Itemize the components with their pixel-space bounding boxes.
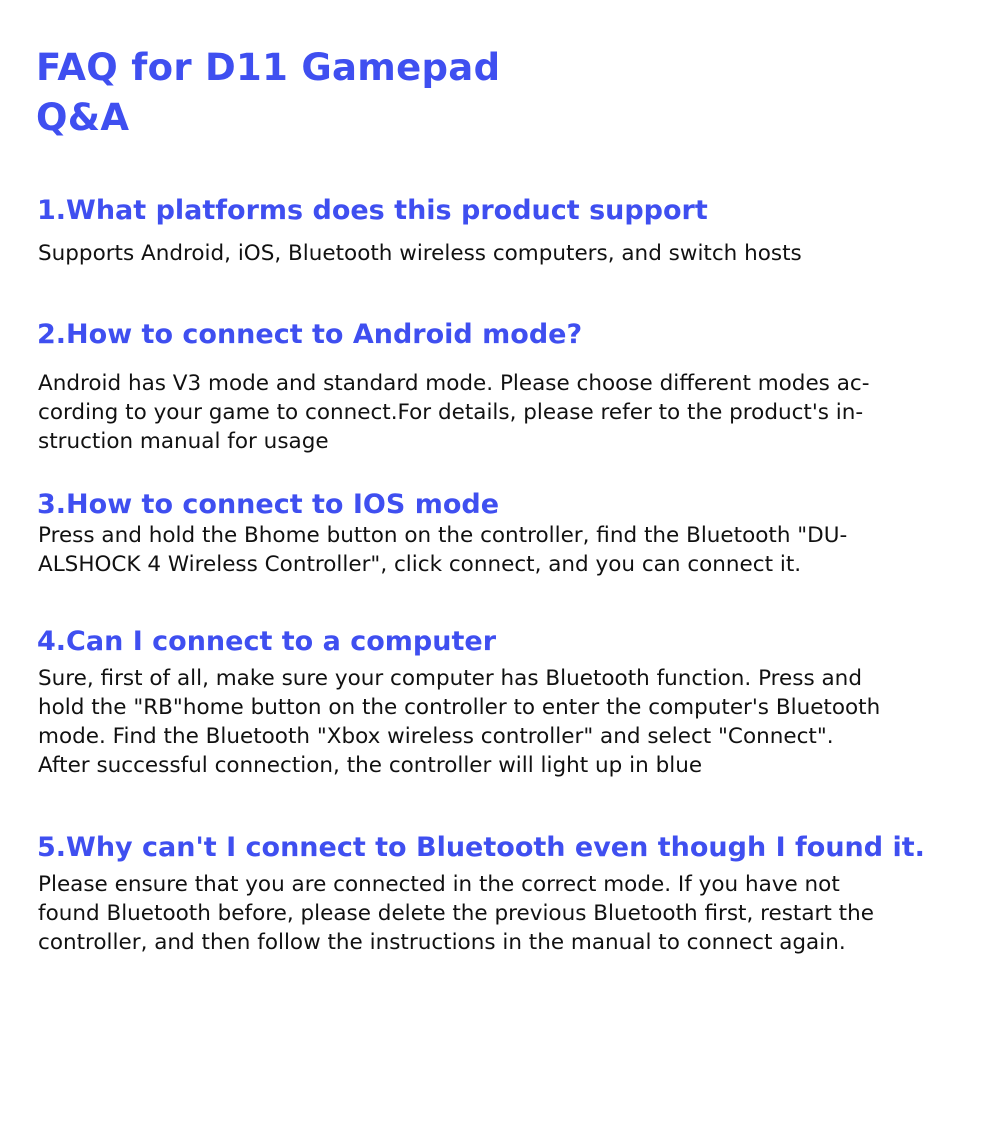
faq-question-4: 4.Can I connect to a computer <box>37 626 497 657</box>
faq-answer-4-line: hold the "RB"home button on the controller to enter the computer's Bluetooth <box>38 695 881 720</box>
faq-answer-3-line: ALSHOCK 4 Wireless Controller", click connect, and you can connect it. <box>38 552 802 577</box>
faq-answer-4-line: After successful connection, the controller will light up in blue <box>38 753 703 778</box>
faq-answer-3 <box>38 521 943 579</box>
faq-answer-2-line: Android has V3 mode and standard mode. Please choose different modes ac- <box>38 371 870 396</box>
faq-answer-3-line: Press and hold the Bhome button on the controller, find the Bluetooth "DU- <box>38 523 848 548</box>
faq-answer-5 <box>38 870 943 957</box>
faq-answer-5-line: found Bluetooth before, please delete the previous Bluetooth first, restart the <box>38 901 874 926</box>
faq-answer-5-line: Please ensure that you are connected in the correct mode. If you have not <box>38 872 840 897</box>
faq-question-3: 3.How to connect to IOS mode <box>37 489 500 520</box>
faq-question-1: 1.What platforms does this product support <box>37 195 708 226</box>
faq-answer-5-line: controller, and then follow the instructions in the manual to connect again. <box>38 930 846 955</box>
faq-answer-1 <box>38 239 943 268</box>
faq-answer-4-line: mode. Find the Bluetooth "Xbox wireless controller" and select "Connect". <box>38 724 834 749</box>
page-title: FAQ for D11 Gamepad <box>36 46 501 89</box>
faq-answer-4 <box>38 664 943 780</box>
faq-question-2: 2.How to connect to Android mode? <box>37 319 583 350</box>
faq-question-5: 5.Why can't I connect to Bluetooth even though I found it. <box>37 832 925 863</box>
faq-answer-4-line: Sure, first of all, make sure your computer has Bluetooth function. Press and <box>38 666 862 691</box>
faq-answer-2 <box>38 369 943 456</box>
page-subtitle: Q&A <box>36 96 130 139</box>
faq-answer-2-line: struction manual for usage <box>38 429 329 454</box>
faq-answer-2-line: cording to your game to connect.For details, please refer to the product's in- <box>38 400 864 425</box>
faq-answer-1-line: Supports Android, iOS, Bluetooth wireless computers, and switch hosts <box>38 241 802 266</box>
